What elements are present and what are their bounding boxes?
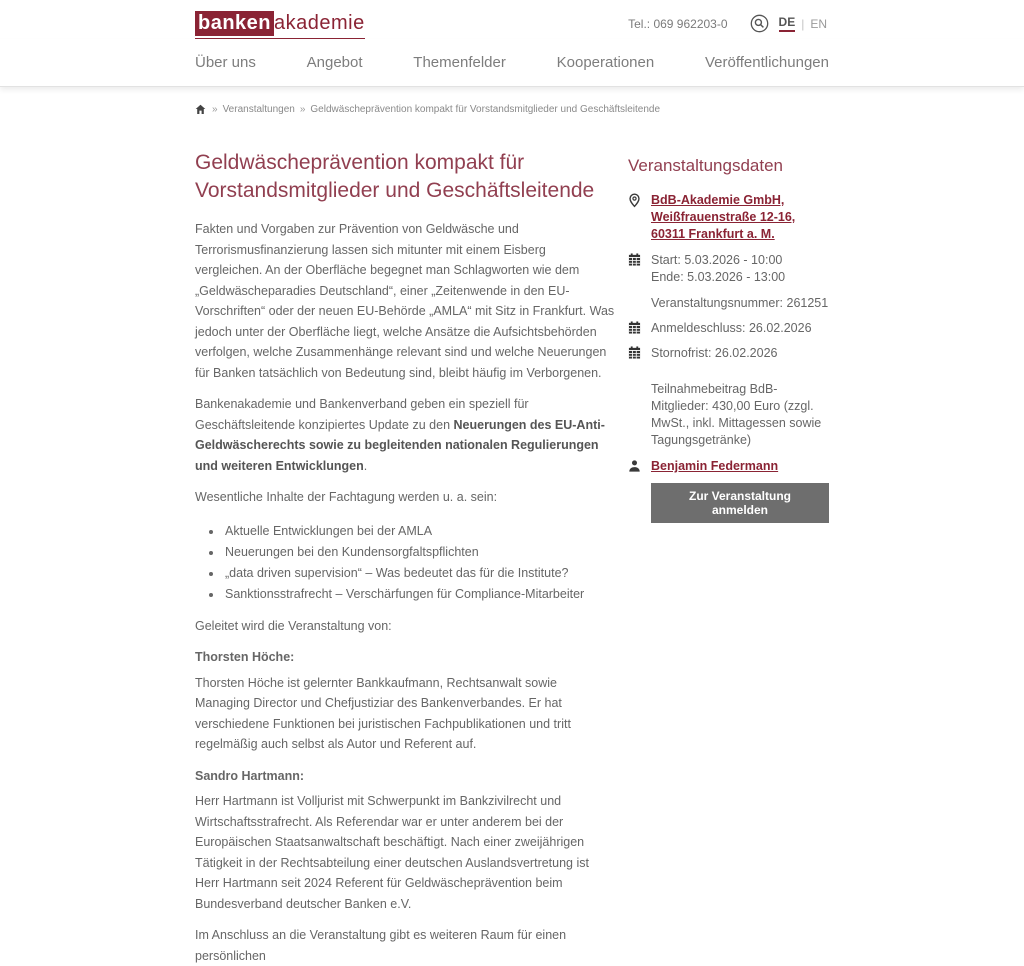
update-paragraph-period: . [363,458,368,473]
location-pin-icon [628,192,643,243]
breadcrumb-separator: » [212,104,218,115]
sidebar-title: Veranstaltungsdaten [628,156,784,175]
event-article [195,149,615,966]
registration-deadline-row [628,320,829,336]
language-en[interactable]: EN [810,16,827,31]
topics-intro: Wesentliche Inhalte der Fachtagung werden u. a. sein: [195,490,498,504]
venue-address-link[interactable]: BdB-Akademie GmbH, Weißfrauenstraße 12-16, 60311 Frankfurt a. M. [651,193,796,241]
logo-akademie: akademie [274,12,365,34]
calendar-icon [628,320,643,336]
participation-fee: Teilnahmebeitrag BdB-Mitglieder: 430,00 Euro (zzgl. MwSt., inkl. Mittagessen sowie Tagungsgetränke) [651,382,822,447]
breadcrumb-veranstaltungen[interactable]: Veranstaltungen [222,104,295,115]
topic-item: • „data driven supervision“ – Was bedeutet das für die Institute? [223,563,615,584]
update-paragraph-bold: Neuerungen des EU-Anti-Geldwäscherechts sowie zu begleitenden nationalen Regulierungen und weiteren Entwicklungen [195,417,605,473]
nav-item-veroeffentlichungen[interactable]: Veröffentlichungen [704,54,829,71]
home-icon[interactable] [195,104,206,115]
update-paragraph [195,394,615,476]
registration-deadline: Anmeldeschluss: 26.02.2026 [651,321,812,335]
cancellation-deadline: Stornofrist: 26.02.2026 [651,346,778,360]
header [195,0,829,39]
nav-item-themenfelder[interactable]: Themenfelder [413,54,506,71]
logo[interactable] [195,12,365,39]
location-row [628,192,829,243]
closing-paragraph: Im Anschluss an die Veranstaltung gibt es weiteren Raum für einen persönlichen [195,928,567,963]
page-title: Geldwäscheprävention kompakt für Vorstandsmitglieder und Geschäftsleitende [195,151,595,202]
event-end: Ende: 5.03.2026 - 13:00 [651,270,786,284]
search-button[interactable] [750,14,769,33]
event-start: Start: 5.03.2026 - 10:00 [651,253,783,267]
person-icon [628,458,643,475]
language-de[interactable]: DE [779,15,796,32]
speaker-bio-hartmann: Herr Hartmann ist Volljurist mit Schwerpunkt im Bankzivilrecht und Wirtschaftsstrafrecht. Als Referendar war er unter anderem bei der Europäischen Staatsanwaltschaft beschäftigt. Nach einer zweijährigen Tätigkeit in der Rechtsabteilung einer deutschen Auslandsvertretung ist Herr Hartmann seit 2024 Referent für Geldwäscheprävention beim Bundesverband deutscher Banken e.V. [195,794,589,911]
nav-item-angebot[interactable]: Angebot [306,54,363,71]
date-row [628,252,829,286]
topic-item: • Neuerungen bei den Kundensorgfaltspflichten [223,542,615,563]
topic-item: • Sanktionsstrafrecht – Verschärfungen für Compliance-Mitarbeiter [223,584,615,605]
intro-paragraph: Fakten und Vorgaben zur Prävention von Geldwäsche und Terrorismusfinanzierung lassen sich mitunter mit einem Eisberg vergleichen. An der Oberfläche begegnet man Schlagworten wie dem „Geldwäscheparadies Deutschland“, einer „Zeitenwende in den EU-Vorschriften“ oder der neuen EU-Behörde „AMLA“ mit Sitz in Frankfurt. Was jedoch unter der Oberfläche liegt, welche Ansätze die Aufsichtsbehörden verfolgen, welche Zusammenhänge relevant sind und welche Neuerungen für Banken tatsächlich von Bedeutung sind, bleibt häufig im Verborgenen. [195,222,615,380]
speaker-name-hartmann: Sandro Hartmann: [195,768,305,783]
main-navigation [0,39,1024,87]
phone-number: Tel.: 069 962203-0 [628,16,728,31]
speaker-name-hoeche: Thorsten Höche: [195,650,295,664]
led-by-text: Geleitet wird die Veranstaltung von: [195,618,392,633]
event-data-panel [628,149,829,966]
logo-banken: banken [195,11,274,36]
speaker-bio-hoeche: Thorsten Höche ist gelernter Bankkaufmann, Rechtsanwalt sowie Managing Director und Chefjustiziar des Bankenverbandes. Er hat verschiedene Funktionen bei juristischen Fachpublikationen und tritt regelmäßig auch selbst als Autor und Referent auf. [195,675,571,751]
contact-person-link[interactable]: Benjamin Federmann [651,459,779,473]
search-icon [750,14,769,33]
event-number: Veranstaltungsnummer: 261251 [651,296,829,310]
language-separator: | [801,16,805,31]
breadcrumb [195,104,829,115]
nav-item-ueber-uns[interactable]: Über uns [195,54,256,71]
breadcrumb-separator: » [299,104,306,115]
cancellation-deadline-row [628,345,829,361]
contact-row [628,458,829,475]
breadcrumb-current-page: Geldwäscheprävention kompakt für Vorstandsmitglieder und Geschäftsleitende [310,104,661,115]
update-paragraph-text: Bankenakademie und Bankenverband geben ein speziell für Geschäftsleitende konzipiertes Update zu den [195,397,529,432]
register-button[interactable]: Zur Veranstaltung anmelden [651,483,829,523]
nav-item-kooperationen[interactable]: Kooperationen [556,54,655,71]
topics-list [223,521,615,605]
topic-item: • Aktuelle Entwicklungen bei der AMLA [223,521,615,542]
calendar-icon [628,252,643,286]
calendar-icon [628,345,643,361]
